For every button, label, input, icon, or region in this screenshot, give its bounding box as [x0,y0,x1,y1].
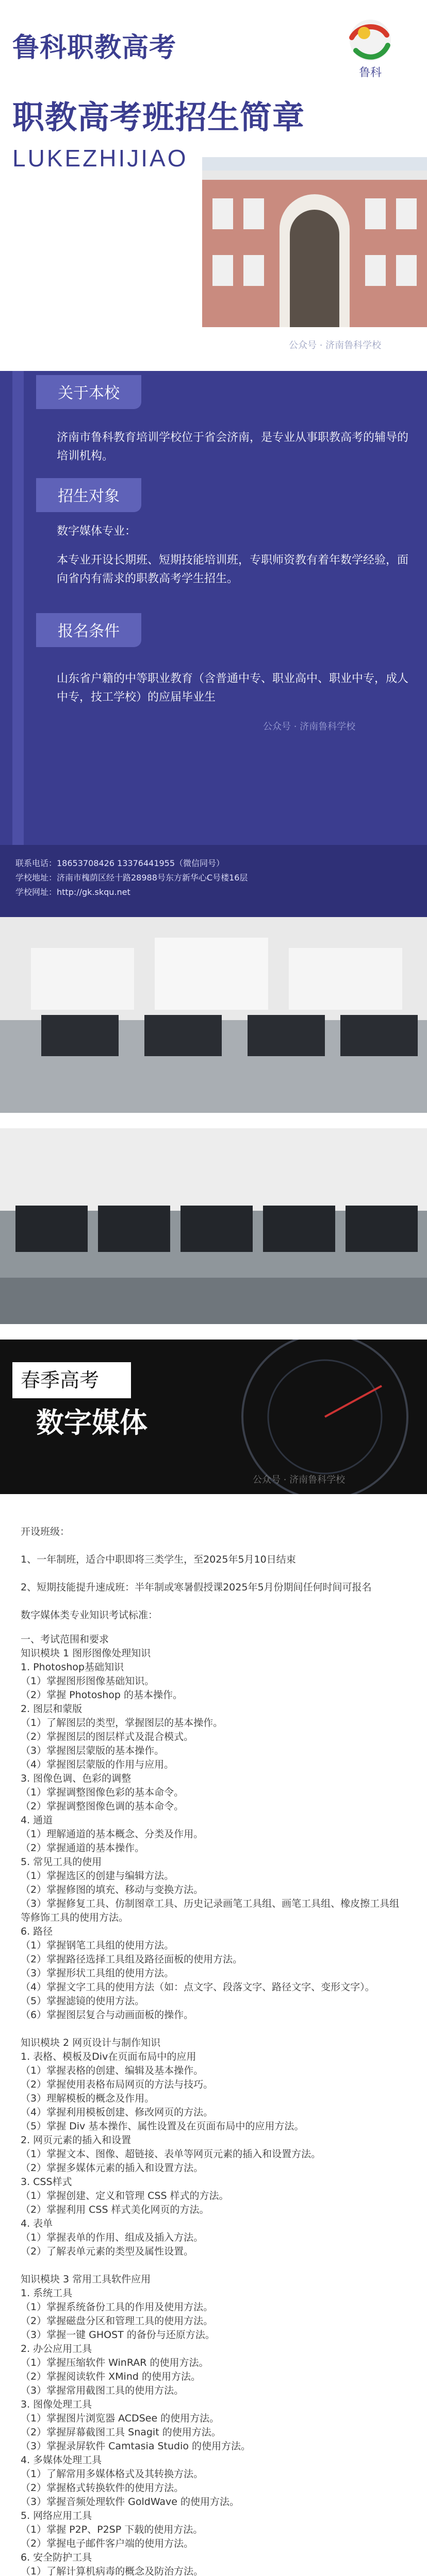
brand-name: 鲁科职教高考 [12,32,177,63]
classroom-photo-2 [0,1128,427,1324]
svg-text:数字媒体: 数字媒体 [36,1406,147,1439]
page-subtitle-pinyin: LUKEZHIJIAO [12,145,188,172]
students-text: 本专业开设长期班、短期技能培训班，专职师资教有着年数学经验，面向省内有需求的职教高考学生招生。 [57,554,409,585]
svg-text:春季高考: 春季高考 [21,1369,100,1392]
signup-watermark: 公众号 · 济南鲁科学校 [263,721,356,732]
digital-media-banner-image [0,1340,427,1494]
info-section [0,371,427,845]
contact-phone: 联系电话：18653708426 13376441955（微信同号） [15,858,225,868]
course-intro: 开设班级： 1、一年制班，适合中职即将三类学生，至2025年5月10日结束 2、短期技能提升速成班：半年制或寒暑假授课2025年5月份期间任何时间可报名 数字媒体类专业知识考试标准： [21,1526,372,1621]
watermark-banner: 公众号 · 济南鲁科学校 [253,1475,346,1485]
school-building-image [202,157,427,327]
students-subtitle: 数字媒体专业： [57,525,137,538]
course-info [21,1525,406,2576]
watermark-header: 公众号 · 济南鲁科学校 [289,340,382,351]
school-logo [330,14,407,81]
course-body: 一、考试范围和要求 知识模块 1 图形图像处理知识 1. Photoshop基础知识 （1）掌握图形图像基础知识。 （2）掌握 Photoshop 的基本操作。 2. 图层和蒙版 （1）了解图层的类型，掌握图层的基本操作。 （2）掌握图层的图层样式及混合模式。 （3）掌握图层蒙版的基本操作。 （4）掌握图层蒙版的作用与应用。 3. 图像色调、色彩的调整 （1）掌握调整图像色彩的基本命令。 （2）掌握调整图像色调的基本命令。 4. 通道 （1）理解通道的基本概念、分类及作用。 （2）掌握通道的基本操作。 5. 常见工具的使用 （1）掌握选区的创建与编辑方法。 （2）掌握修图的填充、移动与变换方法。 （3）掌握修复工具、仿制图章工具、历史记录画笔工具组、画笔工具组、橡皮擦工具组等修饰工具的使用方法。 6. 路径 （1）掌握钢笔工具组的使用方法。 （2）掌握路径选择工具组及路径面板的使用方法。 （3）掌握形状工具组的使用方法。 （4）掌握文字工具的使用方法（如：点文字、段落文字、路径文字、变形文字）。 （5）掌握滤镜的使用方法。 （6）掌握图层复合与动画面板的操作。 知识模块 2 网页设计与制作知识 1. 表格、模板及Div在页面布局中的应用 （1）掌握表格的创建、编辑及基本操作。 （2）掌握使用表格布局网页的方法与技巧。 （3）理解模板的概念及作用。 （4）掌握利用模板创建、修改网页的方法。 （5）掌握 Div 基本操作、属性设置及在页面布局中的应用方法。 2. 网页元素的插入和设置 （1）掌握文本、图像、超链接、表单等网页元素的插入和设置方法。 （2）掌握多媒体元素的插入和设置方法。 3. CSS样式 （1）掌握创建、定义和管理 CSS 样式的方法。 （2）掌握利用 CSS 样式美化网页的方法。 4. 表单 （1）掌握表单的作用、组成及插入方法。 （2）了解表单元素的类型及属性设置。 知识模块 3 常用工具软件应用 1. 系统工具 （1）掌握系统备份工具的作用及使用方法。 （2）掌握磁盘分区和管理工具的使用方法。 （3）掌握一键 GHOST 的备份与还原方法。 2. 办公应用工具 （1）掌握压缩软件 WinRAR 的使用方法。 （2）掌握阅读软件 XMind 的使用方法。 （3）掌握常用截图工具的使用方法。 3. 图像处理工具 （1）掌握图片浏览器 ACDSee 的使用方法。 （2）掌握屏幕截图工具 Snagit 的使用方法。 （3）掌握录屏软件 Camtasia Studio 的使用方法。 4. 多媒体处理工具 （1）了解常用多媒体格式及其转换方法。 （2）掌握格式转换软件的使用方法。 （3）掌握音频处理软件 GoldWave 的使用方法。 5. 网络应用工具 （1）掌握 P2P、P2SP 下载的使用方法。 （2）掌握电子邮件客户端的使用方法。 6. 安全防护工具 （1）了解计算机病毒的概念及防治方法。 [21,1634,400,2576]
about-tag: 关于本校 [36,375,141,409]
contact-site: 学校网址：http://gk.skqu.net [15,887,130,897]
contact-address: 学校地址：济南市槐荫区经十路28988号东方新华心C号楼16层 [15,873,248,883]
about-block [36,375,413,466]
signup-tag: 报名条件 [36,613,141,647]
contact-bar [0,845,427,917]
students-block [36,478,413,588]
signup-block [36,613,413,733]
page-title: 职教高考班招生简章 [12,98,305,136]
students-tag: 招生对象 [36,478,141,512]
classroom-photo-1 [0,917,427,1113]
side-stripe [12,371,24,845]
about-text: 济南市鲁科教育培训学校位于省会济南，是专业从事职教高考的辅导的培训机构。 [57,431,409,463]
header [0,0,427,371]
signup-text: 山东省户籍的中等职业教育（含普通中专、职业高中、职业中专，成人中专，技工学校）的应届毕业生 [57,672,409,704]
logo-text: 鲁科 [358,66,382,79]
